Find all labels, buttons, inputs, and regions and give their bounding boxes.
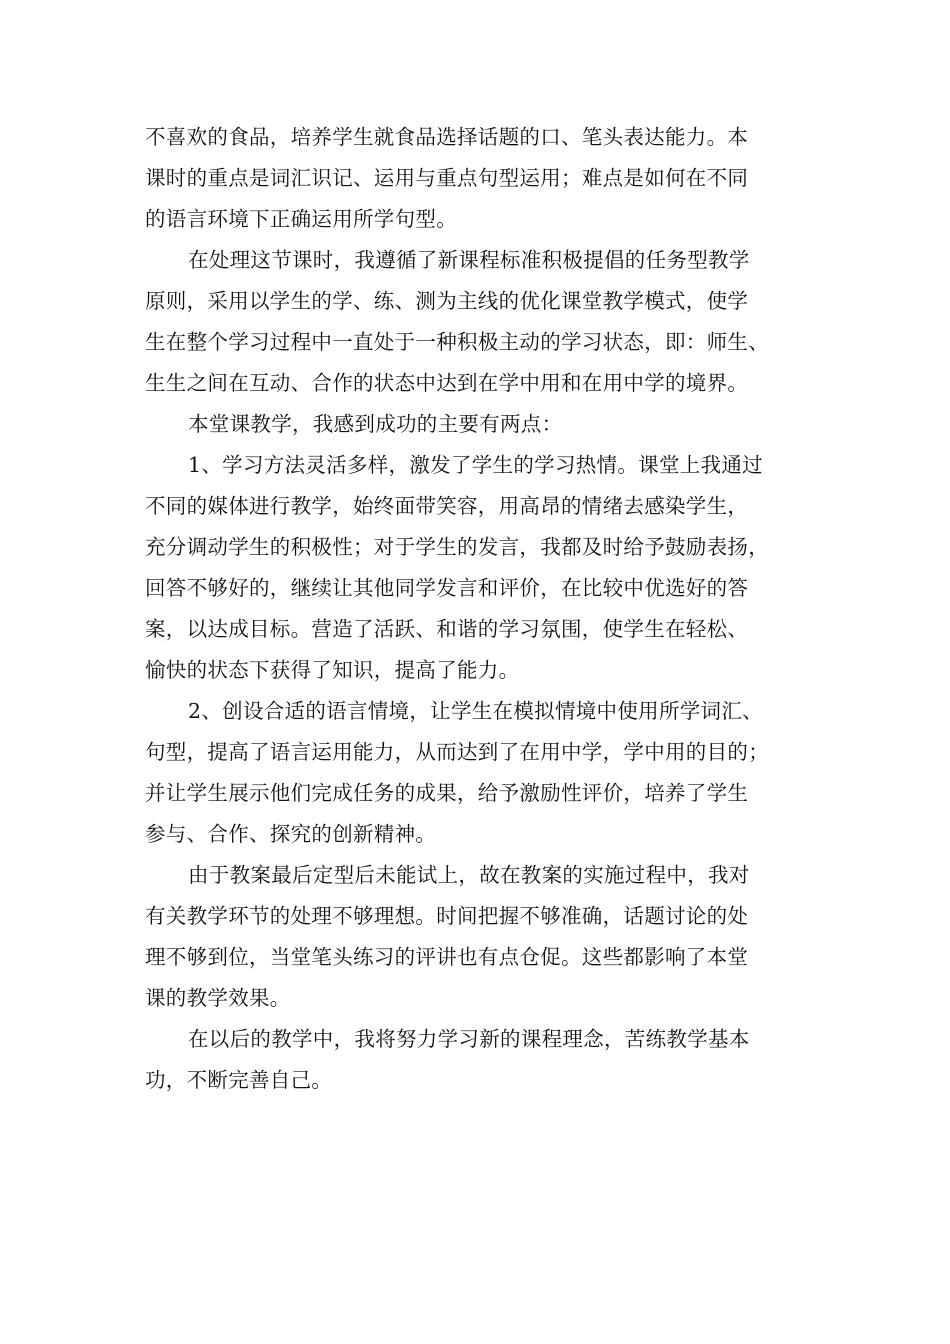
text-line: 充分调动学生的积极性；对于学生的发言，我都及时给予鼓励表扬， (145, 535, 769, 559)
text-line: 课时的重点是词汇识记、运用与重点句型运用；难点是如何在不同 (145, 166, 749, 190)
text-line: 案，以达成目标。营造了活跃、和谐的学习氛围，使学生在轻松、 (145, 617, 749, 641)
text-line: 生在整个学习过程中一直处于一种积极主动的学习状态，即：师生、 (145, 330, 769, 354)
text-line: 回答不够好的，继续让其他同学发言和评价，在比较中优选好的答 (145, 576, 749, 600)
text-line: 原则，采用以学生的学、练、测为主线的优化课堂教学模式，使学 (145, 289, 749, 313)
text-line: 的语言环境下正确运用所学句型。 (145, 207, 457, 231)
paragraph-first-line: 1、学习方法灵活多样，激发了学生的学习热情。课堂上我通过 (188, 453, 763, 477)
paragraph-first-line: 本堂课教学，我感到成功的主要有两点： (188, 412, 563, 436)
text-line: 课的教学效果。 (145, 986, 291, 1010)
text-line: 句型，提高了语言运用能力，从而达到了在用中学，学中用的目的； (145, 740, 769, 764)
paragraph-first-line: 由于教案最后定型后未能试上，故在教案的实施过程中，我对 (188, 863, 750, 887)
text-line: 理不够到位，当堂笔头练习的评讲也有点仓促。这些都影响了本堂 (145, 945, 749, 969)
text-line: 参与、合作、探究的创新精神。 (145, 822, 437, 846)
text-line: 生生之间在互动、合作的状态中达到在学中用和在用中学的境界。 (145, 371, 749, 395)
document-body (145, 117, 825, 1101)
text-line: 愉快的状态下获得了知识，提高了能力。 (145, 658, 520, 682)
text-line: 功，不断完善自己。 (145, 1068, 333, 1092)
text-line: 并让学生展示他们完成任务的成果，给予激励性评价，培养了学生 (145, 781, 749, 805)
paragraph-first-line: 在处理这节课时，我遵循了新课程标准积极提倡的任务型教学 (188, 248, 750, 272)
text-line: 不同的媒体进行教学，始终面带笑容，用高昂的情绪去感染学生， (145, 494, 749, 518)
paragraph-first-line: 在以后的教学中，我将努力学习新的课程理念，苦练教学基本 (188, 1027, 750, 1051)
paragraph-first-line: 2、创设合适的语言情境，让学生在模拟情境中使用所学词汇、 (188, 699, 763, 723)
text-line: 不喜欢的食品，培养学生就食品选择话题的口、笔头表达能力。本 (145, 125, 749, 149)
text-line: 有关教学环节的处理不够理想。时间把握不够准确，话题讨论的处 (145, 904, 749, 928)
